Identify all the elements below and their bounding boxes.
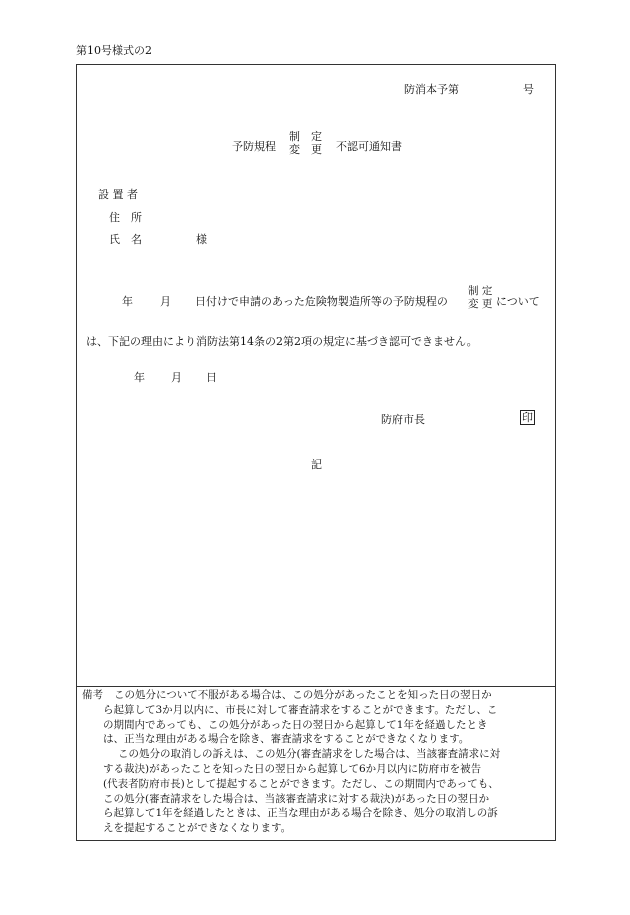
- body-text-1: 日付けで申請のあった危険物製造所等の予防規程の: [195, 295, 448, 308]
- body-month: 月: [160, 295, 171, 308]
- date-day: 日: [206, 371, 217, 384]
- title-option-change: 変 更: [289, 143, 322, 156]
- notes-line: (代表者防府市長)として提起することができます。ただし、この期間内であっても、: [103, 777, 499, 790]
- body-option-change: 変 更: [468, 298, 493, 310]
- body-option-stack: [468, 285, 492, 311]
- notes-section: [82, 688, 550, 836]
- title-option-stack: [289, 130, 322, 156]
- notes-line: ら起算して3か月以内に、市長に対して審査請求をすることができます。ただし、こ: [103, 703, 498, 716]
- title-suffix: 不認可通知書: [336, 140, 402, 153]
- notes-line: する裁決)があったことを知った日の翌日から起算して6か月以内に防府市を被告: [103, 762, 482, 775]
- notes-line: この処分の取消しの訴えは、この処分(審査請求をした場合は、当該審査請求に対: [118, 748, 501, 761]
- notes-line: の期間内であっても、この処分があった日の翌日から起算して1年を経過したとき: [103, 718, 488, 731]
- body-year: 年: [122, 295, 133, 308]
- date-month: 月: [171, 371, 182, 384]
- issuer-title: 防府市長: [381, 413, 425, 426]
- name-label: 氏 名: [109, 233, 142, 246]
- notes-line: は、正当な理由がある場合を除き、審査請求をすることができなくなります。: [103, 733, 470, 746]
- notes-line: ら起算して1年を経過したときは、正当な理由がある場合を除き、処分の取消しの訴: [103, 807, 498, 820]
- doc-number-prefix: 防消本予第: [404, 83, 459, 96]
- form-number: 第10号様式の2: [76, 44, 152, 57]
- date-year: 年: [134, 371, 145, 384]
- notes-label: 備考: [82, 689, 103, 701]
- seal-mark: 印: [522, 411, 533, 424]
- body-option-establish: 制 定: [468, 285, 493, 297]
- honorific: 様: [196, 233, 207, 246]
- ki-heading: 記: [311, 458, 322, 471]
- body-text-2: について: [496, 295, 540, 308]
- notes-line: えを提起することができなくなります。: [103, 822, 292, 835]
- address-label: 住 所: [109, 211, 142, 224]
- title-option-establish: 制 定: [289, 130, 322, 143]
- notes-divider: [76, 686, 556, 687]
- title-prefix: 予防規程: [232, 140, 276, 153]
- installer-label: 設 置 者: [98, 188, 138, 201]
- body-text-3: は、下記の理由により消防法第14条の2第2項の規定に基づき認可できません。: [86, 335, 478, 348]
- doc-number-suffix: 号: [523, 83, 534, 96]
- notes-line: この処分(審査請求をした場合は、当該審査請求に対する裁決)があった日の翌日か: [103, 792, 490, 805]
- notes-line: 備考 この処分について不服がある場合は、この処分があったことを知った日の翌日か: [82, 689, 492, 701]
